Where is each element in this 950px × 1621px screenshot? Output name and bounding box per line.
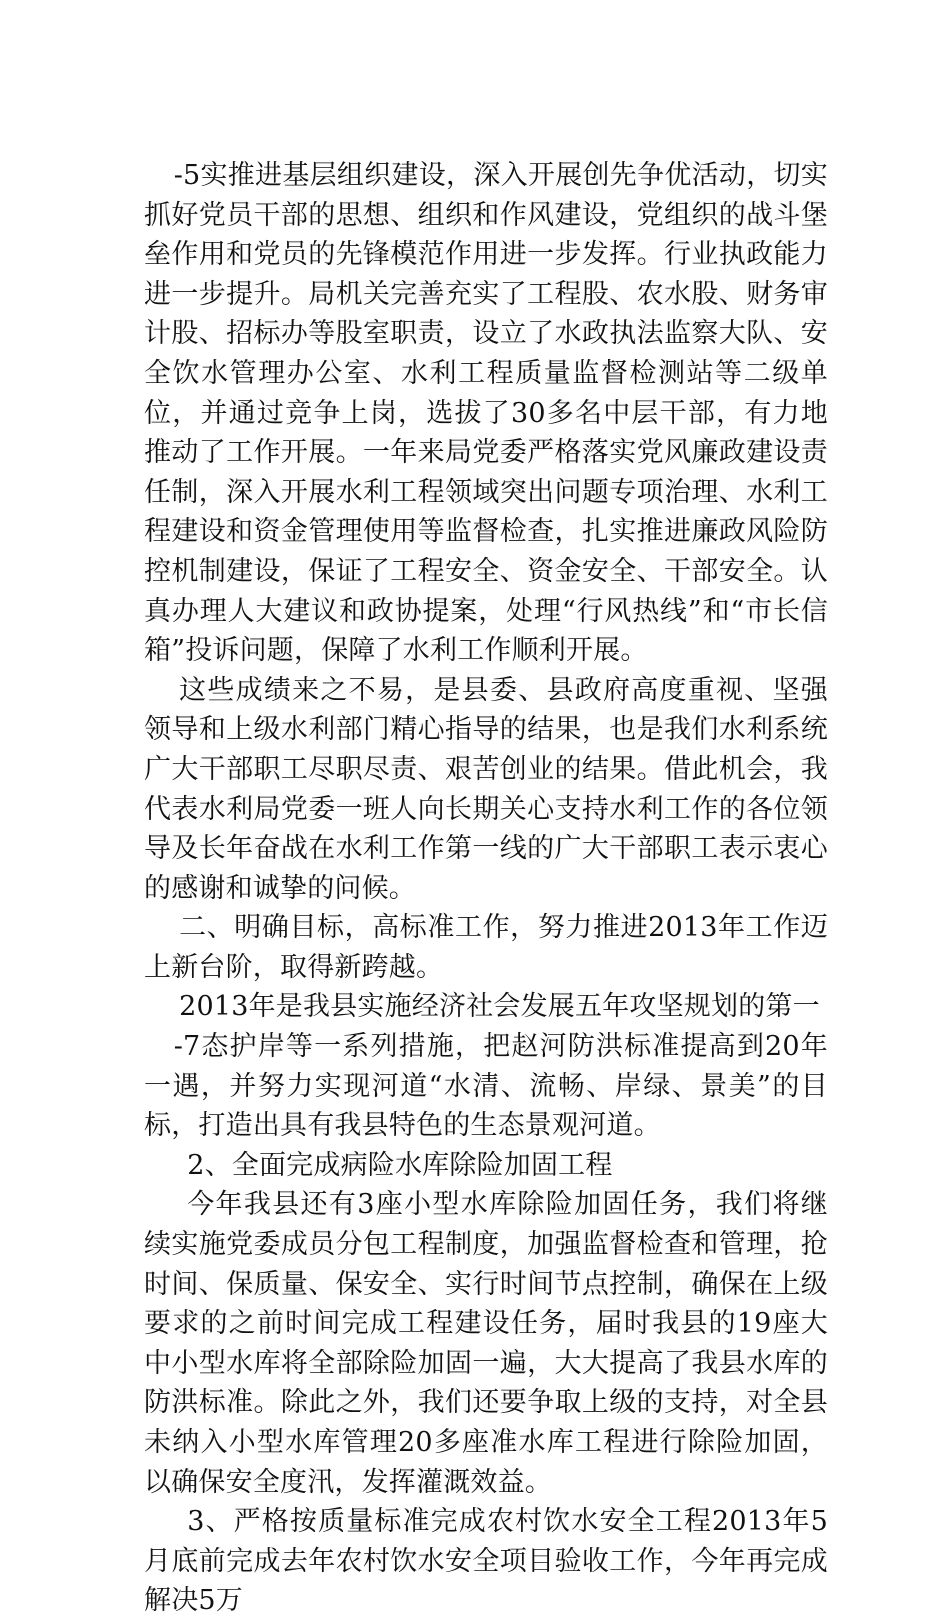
paragraph-rural-water-safety: 3、严格按质量标准完成农村饮水安全工程2013年5月底前完成去年农村饮水安全项目验收工作，今年再完成解决5万 <box>144 1506 828 1617</box>
paragraph-reservoir-tasks: 今年我县还有3座小型水库除险加固任务，我们将继续实施党委成员分包工程制度，加强监督检查和管理，抢时间、保质量、保安全、实行时间节点控制，确保在上级要求的之前时间完成工程建设任务，届时我县的19座大中小型水库将全部除险加固一遍，大大提高了我县水库的防洪标准。除此之外，我们还要争取上级的支持，对全县未纳入小型水库管理20多座准水库工程进行除险加固，以确保安全度汛，发挥灌溉效益。 <box>144 1189 828 1498</box>
paragraph-party-building: -5实推进基层组织建设，深入开展创先争优活动，切实抓好党员干部的思想、组织和作风建设，党组织的战斗堡垒作用和党员的先锋模范作用进一步发挥。行业执政能力进一步提升。局机关完善充实了工程股、农水股、财务审计股、招标办等股室职责，设立了水政执法监察大队、安全饮水管理办公室、水利工程质量监督检测站等二级单位，并通过竞争上岗，选拔了30多名中层干部，有力地推动了工作开展。一年来局党委严格落实党风廉政建设责任制，深入开展水利工程领域突出问题专项治理、水利工程建设和资金管理使用等监督检查，扎实推进廉政风险防控机制建设，保证了工程安全、资金安全、干部安全。认真办理人大建议和政协提案，处理“行风热线”和“市长信箱”投诉问题，保障了水利工作顺利开展。 <box>144 160 828 667</box>
document-body <box>144 156 828 1621</box>
paragraph-achievements-thanks: 这些成绩来之不易，是县委、县政府高度重视、坚强领导和上级水利部门精心指导的结果，也是我们水利系统广大干部职工尽职尽责、艰苦创业的结果。借此机会，我代表水利局党委一班人向长期关心支持水利工作的各位领导及长年奋战在水利工作第一线的广大干部职工表示衷心的感谢和诚挚的问候。 <box>144 674 828 904</box>
subheading-reservoir-reinforcement: 2、全面完成病险水库除险加固工程 <box>187 1149 613 1181</box>
section-heading-goals: 二、明确目标，高标准工作，努力推进2013年工作迈上新台阶，取得新跨越。 <box>144 912 828 983</box>
paragraph-2013-plan: 2013年是我县实施经济社会发展五年攻坚规划的第一 <box>179 991 820 1023</box>
paragraph-river-flood-control: -7态护岸等一系列措施，把赵河防洪标准提高到20年一遇，并努力实现河道“水清、流畅、岸绿、景美”的目标，打造出具有我县特色的生态景观河道。 <box>144 1031 828 1142</box>
